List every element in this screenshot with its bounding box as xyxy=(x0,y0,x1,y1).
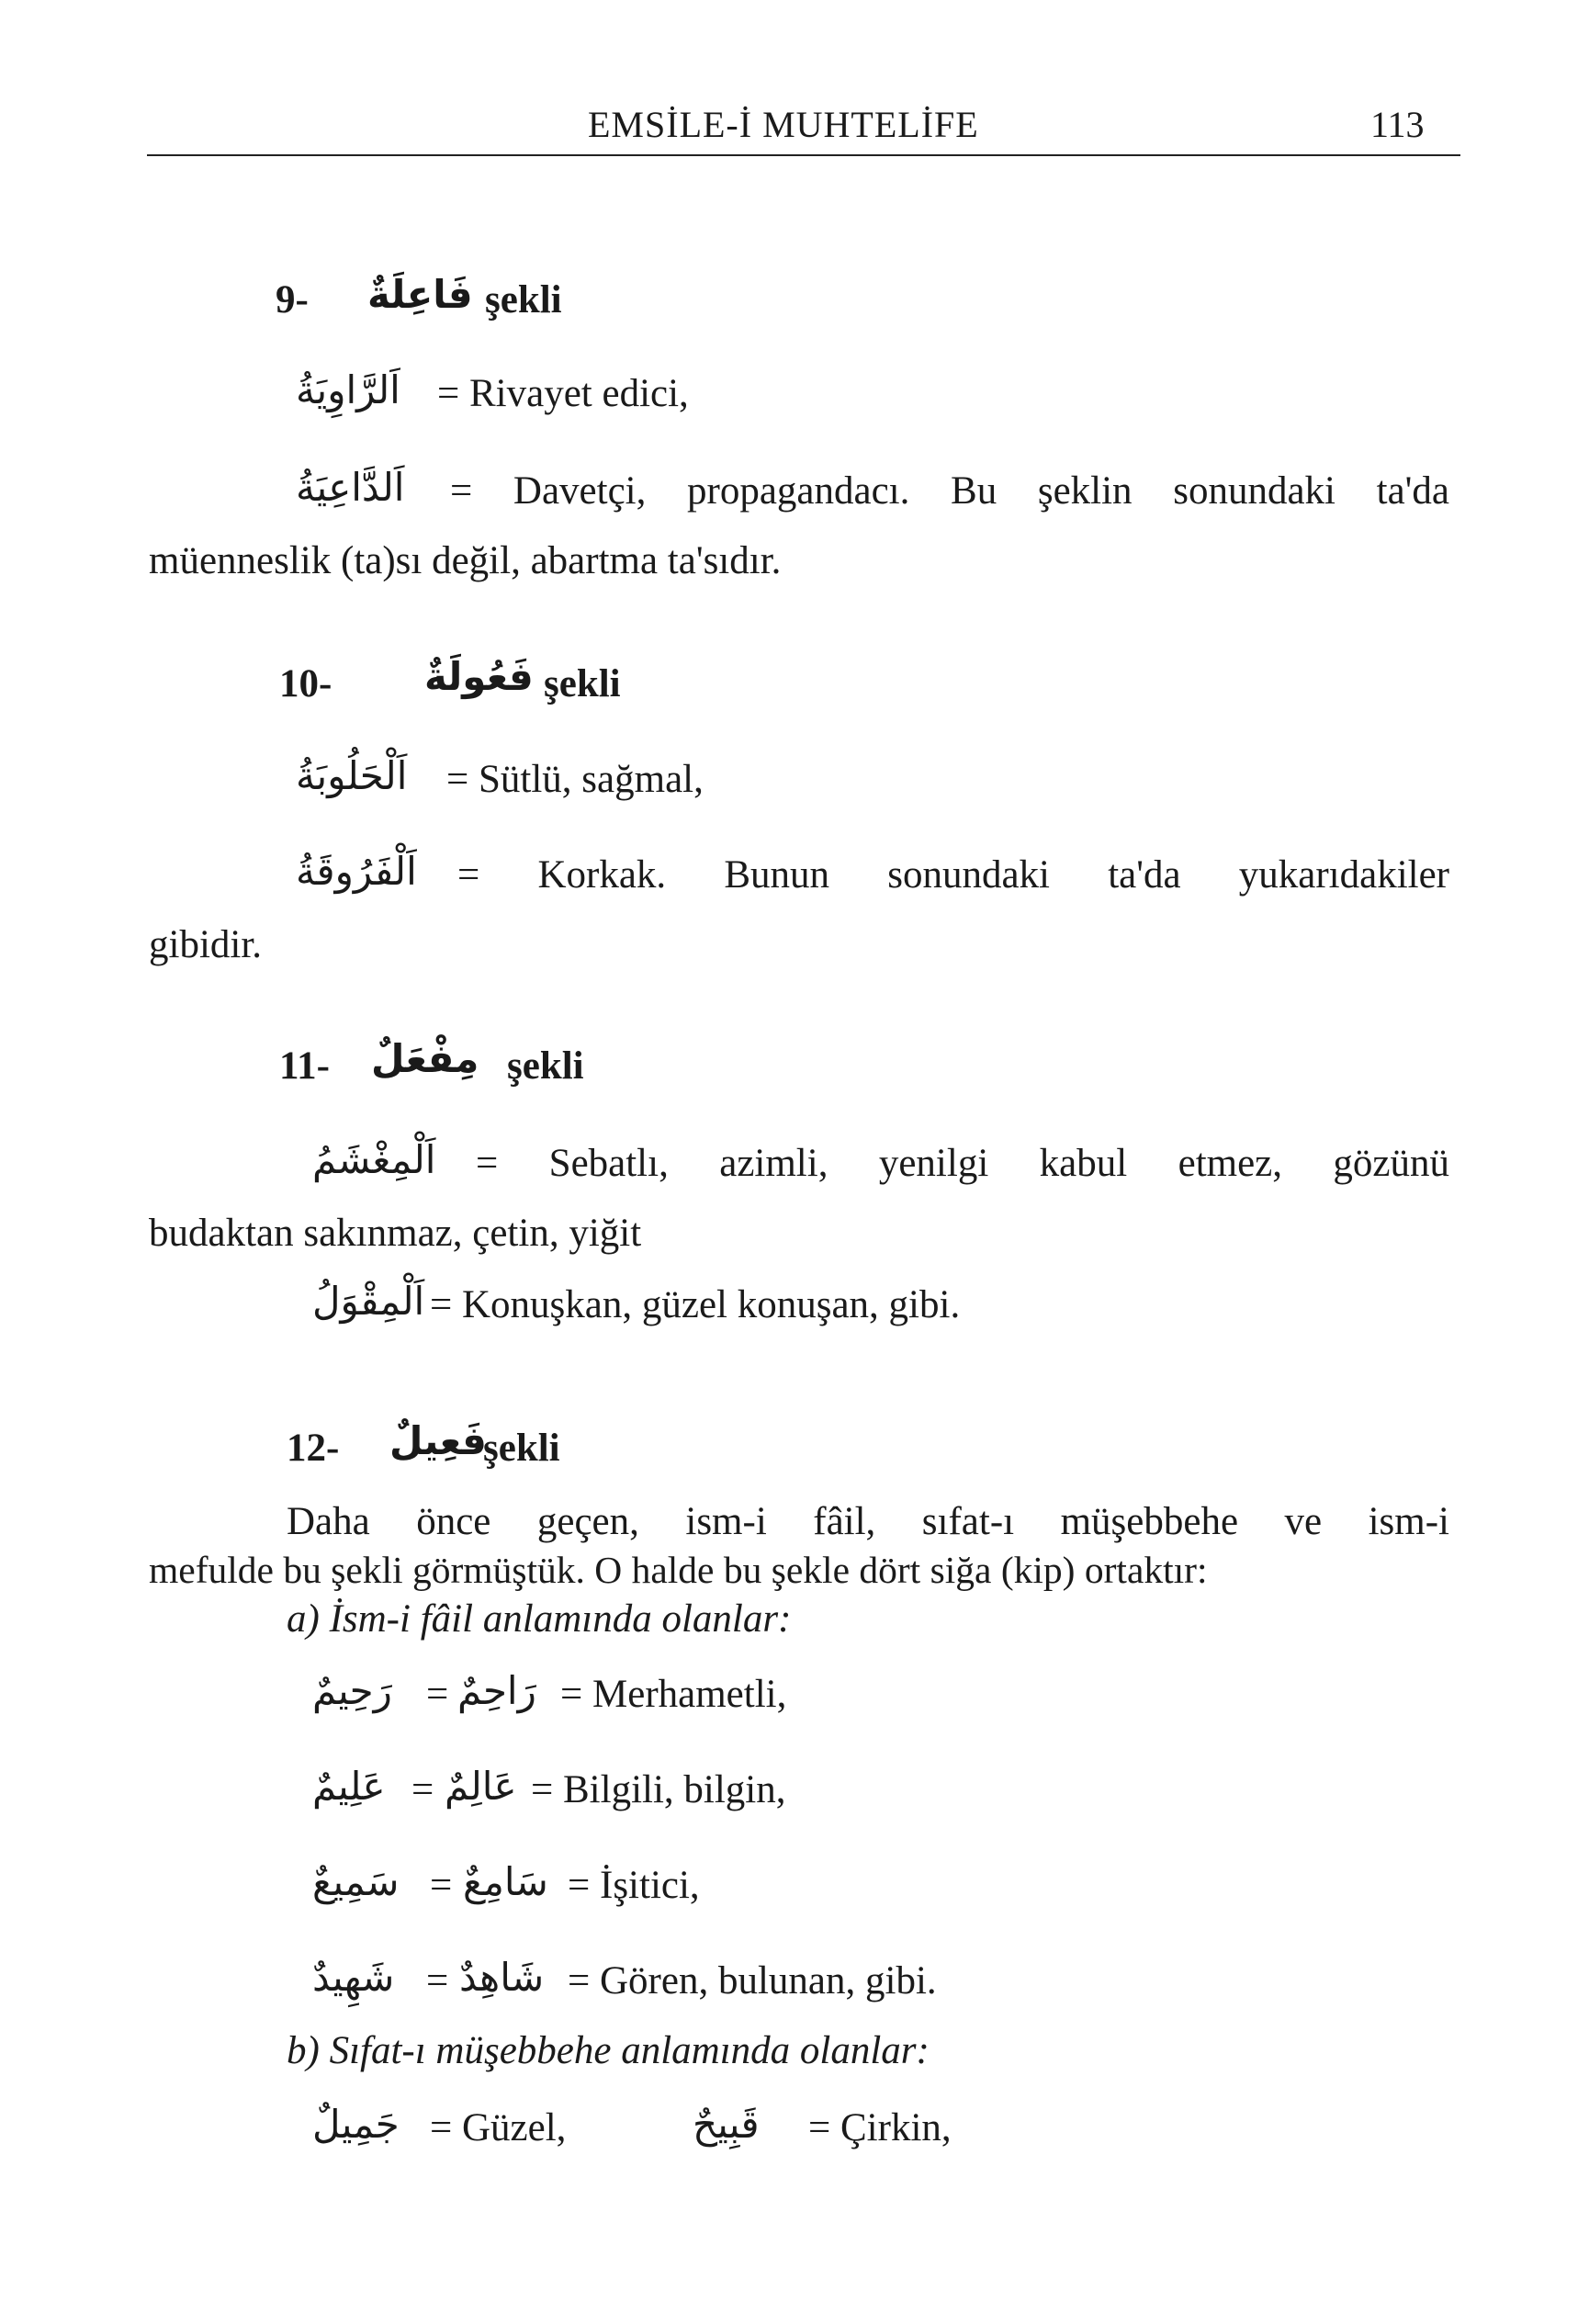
s12-a-row-4-equals: = xyxy=(426,1959,449,2002)
s11-example-1-continuation: budaktan sakınmaz, çetin, yiğit xyxy=(149,1212,642,1255)
s12-a-row-2-equals: = xyxy=(411,1768,434,1811)
header-rule xyxy=(147,154,1460,156)
s12-a-row-1-equals: = xyxy=(426,1673,449,1716)
section-12-label: şekli xyxy=(483,1427,560,1470)
s12-b-row-meaning-2: = Çirkin, xyxy=(808,2106,952,2149)
section-10-arabic-pattern: فَعُولَةٌ xyxy=(424,654,534,699)
section-9-arabic-pattern: فَاعِلَةٌ xyxy=(367,272,473,317)
s9-example-1-meaning: = Rivayet edici, xyxy=(437,372,689,415)
s12-a-row-2-arabic-2: عَالِمٌ xyxy=(445,1764,517,1809)
s12-a-row-4-meaning: = Gören, bulunan, gibi. xyxy=(568,1959,937,2002)
s12-b-row-meaning-1: = Güzel, xyxy=(430,2106,567,2149)
s12-a-row-1-arabic-1: رَحِيمٌ xyxy=(312,1668,392,1713)
s11-example-1-meaning: = Sebatlı, azimli, yenilgi kabul etmez, gözünü xyxy=(476,1142,1449,1185)
s11-example-2-meaning: = Konuşkan, güzel konuşan, gibi. xyxy=(430,1283,961,1326)
s12-paragraph-line-1: Daha önce geçen, ism-i fâil, sıfat-ı müşebbehe ve ism-i xyxy=(287,1500,1449,1543)
section-11-arabic-pattern: مِفْعَلٌ xyxy=(371,1036,479,1081)
s10-example-2-continuation: gibidir. xyxy=(149,923,263,966)
s12-a-row-2-meaning: = Bilgili, bilgin, xyxy=(531,1768,786,1811)
s12-subheading-b: b) Sıfat-ı müşebbehe anlamında olanlar: xyxy=(287,2029,930,2072)
s10-example-2-meaning: = Korkak. Bunun sonundaki ta'da yukarıdakiler xyxy=(457,853,1449,897)
s9-example-2-continuation: müenneslik (ta)sı değil, abartma ta'sıdır. xyxy=(149,539,782,582)
s11-example-1-arabic: اَلْمِغْشَمُ xyxy=(312,1137,436,1182)
s12-subheading-a: a) İsm-i fâil anlamında olanlar: xyxy=(287,1597,792,1641)
page-number: 113 xyxy=(1370,104,1425,145)
s10-example-1-meaning: = Sütlü, sağmal, xyxy=(446,758,704,801)
s12-a-row-1-arabic-2: رَاحِمٌ xyxy=(457,1668,536,1713)
s12-b-row-arabic-1: جَمِيلٌ xyxy=(312,2102,400,2147)
s11-example-2-arabic: اَلْمِقْوَلُ xyxy=(312,1279,425,1324)
section-11-label: şekli xyxy=(507,1044,584,1088)
s12-a-row-3-arabic-2: سَامِعٌ xyxy=(463,1859,548,1904)
s12-b-row-arabic-2: قَبِيحٌ xyxy=(693,2102,760,2147)
s9-example-2-meaning: = Davetçi, propagandacı. Bu şeklin sonundaki ta'da xyxy=(450,469,1449,513)
s12-a-row-3-meaning: = İşitici, xyxy=(568,1864,700,1907)
s12-paragraph-line-2: mefulde bu şekli görmüştük. O halde bu şekle dört siğa (kip) ortaktır: xyxy=(149,1549,1208,1591)
section-10-label: şekli xyxy=(544,662,621,705)
section-11-number: 11- xyxy=(279,1044,330,1088)
s10-example-2-arabic: اَلْفَرُوقَةُ xyxy=(296,849,417,894)
s12-a-row-4-arabic-2: شَاهِدٌ xyxy=(459,1955,545,2000)
section-12-arabic-pattern: فَعِيلٌ xyxy=(389,1418,487,1463)
running-header-title: EMSİLE-İ MUHTELİFE xyxy=(588,104,979,145)
s12-a-row-4-arabic-1: شَهِيدٌ xyxy=(312,1955,395,2000)
s9-example-1-arabic: اَلرَّاوِيَةُ xyxy=(296,367,400,412)
s9-example-2-arabic: اَلدَّاعِيَةُ xyxy=(296,465,405,510)
section-12-number: 12- xyxy=(287,1427,340,1470)
s12-a-row-3-arabic-1: سَمِيعٌ xyxy=(312,1859,400,1904)
s10-example-1-arabic: اَلْحَلُوبَةُ xyxy=(296,753,408,798)
section-9-number: 9- xyxy=(276,278,309,322)
section-10-number: 10- xyxy=(279,662,332,705)
s12-a-row-1-meaning: = Merhametli, xyxy=(560,1673,787,1716)
s12-a-row-2-arabic-1: عَلِيمٌ xyxy=(312,1764,386,1809)
section-9-label: şekli xyxy=(485,278,562,322)
s12-a-row-3-equals: = xyxy=(430,1864,453,1907)
